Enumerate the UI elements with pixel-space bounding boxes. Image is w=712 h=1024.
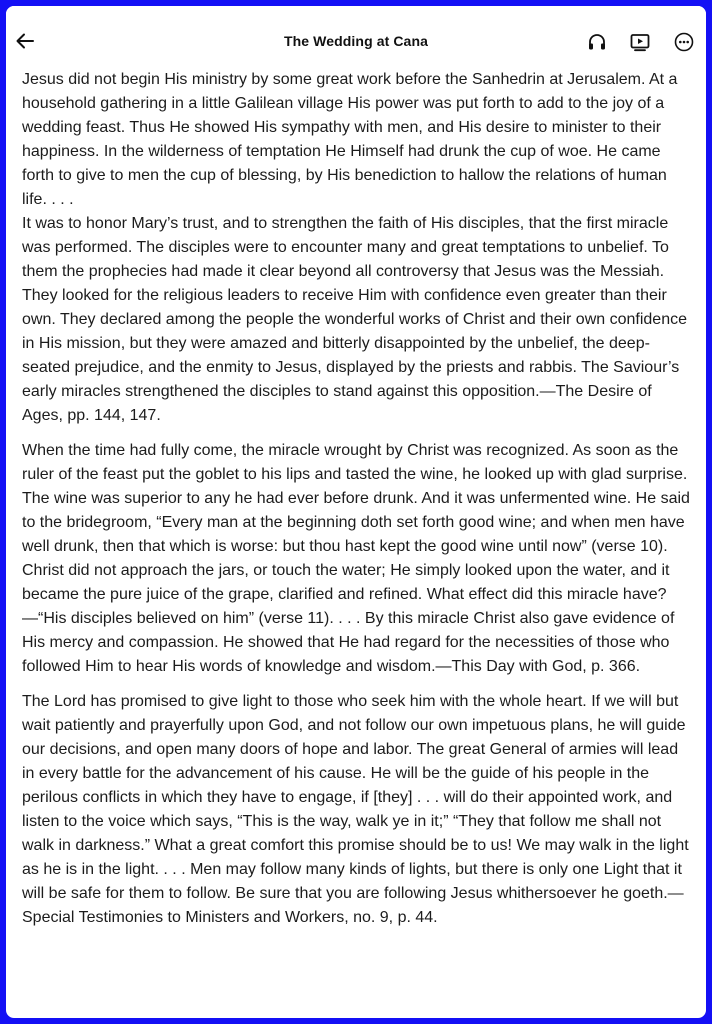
chapter-text: [22, 68, 690, 930]
paragraph: It was to honor Mary’s trust, and to strengthen the faith of His disciples, that the first miracle was performed. The disciples were to encounter many and great temptations to unbelief. To them the prophecies had made it clear beyond all controversy that Jesus was the Messiah. They looked for the religious leaders to receive Him with confidence even greater than their own. They declared among the people the wonderful works of Christ and their own confidence in His mission, but they were amazed and bitterly disappointed by the unbelief, the deep-seated prejudice, and the enmity to Jesus, displayed by the priests and rabbis. The Saviour’s early miracles strengthened the disciples to stand against this opposition.—The Desire of Ages, pp. 144, 147.: [22, 215, 687, 424]
play-icon: [629, 31, 651, 53]
more-button[interactable]: [673, 31, 695, 53]
paragraph: When the time had fully come, the miracle wrought by Christ was recognized. As soon as the ruler of the feast put the goblet to his lips and tasted the wine, he looked up with glad surprise. The wine was superior to any he had ever before drunk. And it was unfermented wine. He said to the bridegroom, “Every man at the beginning doth set forth good wine; and when men have well drunk, then that which is worse: but thou hast kept the good wine until now” (verse 10).: [22, 442, 690, 555]
video-button[interactable]: [629, 31, 651, 53]
paragraph: Jesus did not begin His ministry by some great work before the Sanhedrin at Jerusalem. At a household gathering in a little Galilean village His power was put forth to add to the joy of a wedding feast. Thus He showed His sympathy with men, and His desire to minister to their happiness. In the wilderness of temptation He Himself had drunk the cup of woe. He came forth to give to men the cup of blessing, by His benediction to hallow the relations of human life. . . .: [22, 71, 678, 208]
page-title: The Wedding at Cana: [284, 33, 428, 49]
more-icon: [673, 31, 695, 53]
paragraph: Christ did not approach the jars, or touch the water; He simply looked upon the water, and it became the pure juice of the grape, clarified and refined. What effect did this miracle have?—“His disciples believed on him” (verse 11). . . . By this miracle Christ also gave evidence of His mercy and compassion. He showed that He had regard for the necessities of those who followed Him to hear His words of knowledge and wisdom.—This Day with God, p. 366.: [22, 562, 675, 675]
reader-window: [6, 6, 706, 1018]
audio-button[interactable]: [586, 31, 608, 53]
top-bar: [6, 6, 706, 68]
paragraph: The Lord has promised to give light to those who seek him with the whole heart. If we will but wait patiently and prayerfully upon God, and not follow our own impetuous plans, he will guide our decisions, and open many doors of hope and labor. The great General of armies will lead in every battle for the advancement of his cause. He will be the guide of his people in the perilous conflicts in which they have to engage, if [they] . . . will do their appointed work, and listen to the voice which says, “This is the way, walk ye in it;” “They that follow me shall not walk in darkness.” What a great comfort this promise should be to us! We may walk in the light as he is in the light. . . . Men may follow many kinds of lights, but there is only one Light that it will be safe for them to follow. Be sure that you are following Jesus whithersoever he goeth.—Special Testimonies to Ministers and Workers, no. 9, p. 44.: [22, 693, 689, 926]
headphones-icon: [586, 31, 608, 53]
